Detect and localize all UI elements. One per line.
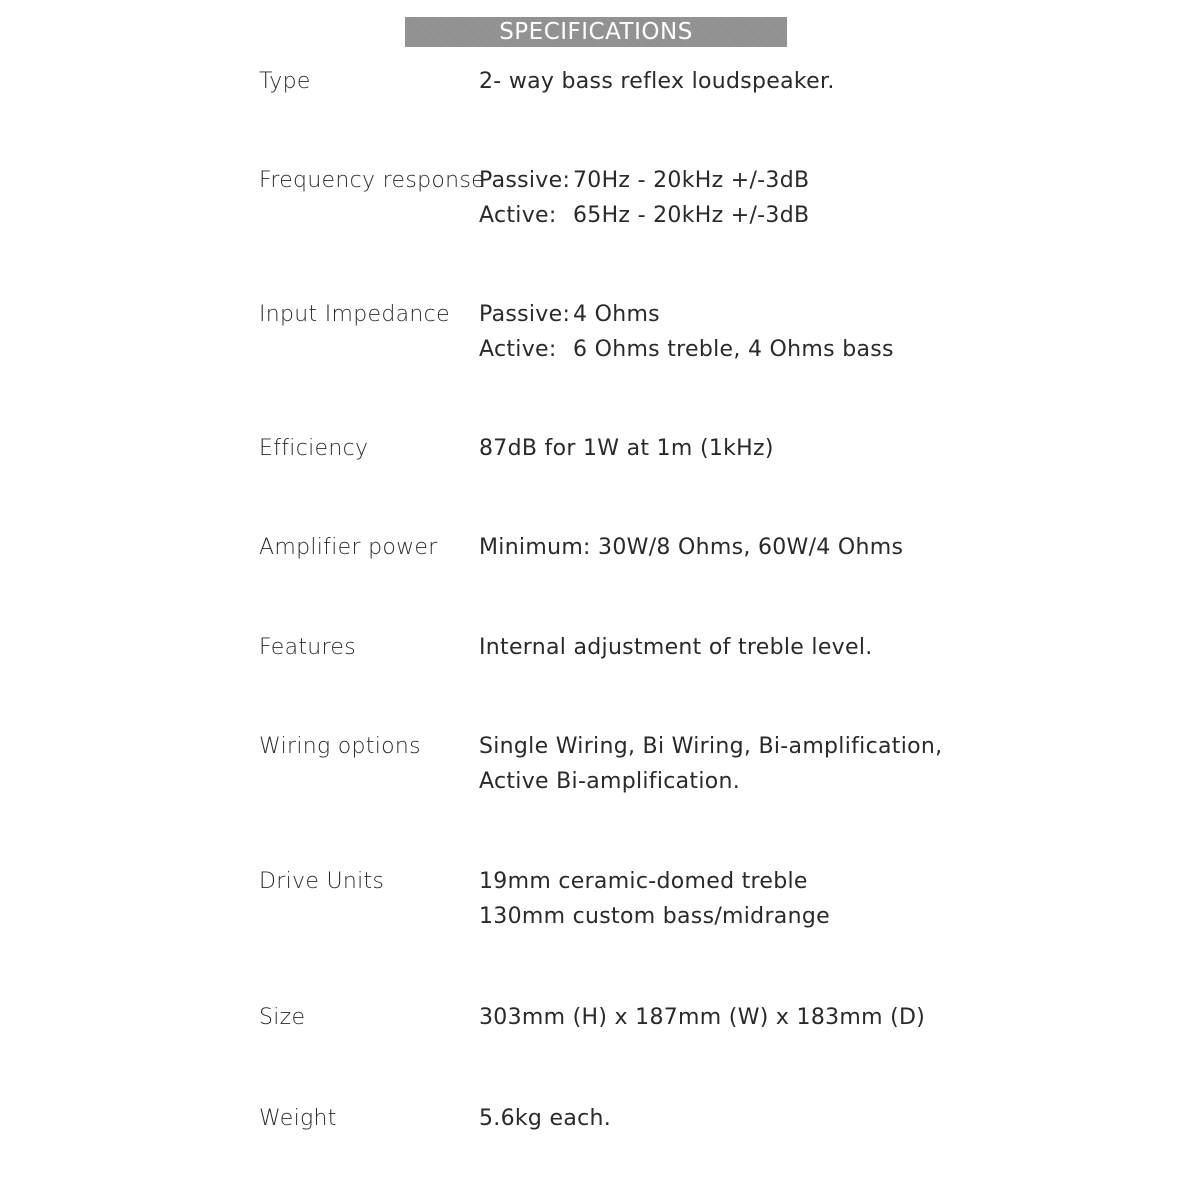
spec-label-amplifier: Amplifier power	[259, 535, 438, 560]
spec-value-amplifier: Minimum: 30W/8 Ohms, 60W/4 Ohms	[479, 535, 904, 560]
spec-label-type: Type	[259, 69, 311, 94]
frequency-active-value: 65Hz - 20kHz +/-3dB	[573, 203, 810, 228]
impedance-passive-value: 4 Ohms	[573, 302, 660, 327]
impedance-passive-line	[479, 297, 894, 332]
spec-value-type: 2- way bass reflex loudspeaker.	[479, 69, 835, 94]
wiring-line-2: Active Bi-amplification.	[479, 769, 741, 794]
spec-label-impedance: Input Impedance	[259, 302, 450, 327]
impedance-active-label: Active:	[479, 337, 557, 362]
frequency-passive-line	[479, 163, 809, 198]
spec-value-weight: 5.6kg each.	[479, 1106, 612, 1131]
impedance-active-value: 6 Ohms treble, 4 Ohms bass	[573, 337, 894, 362]
wiring-line-1: Single Wiring, Bi Wiring, Bi-amplification,	[479, 734, 943, 759]
impedance-active-line	[479, 332, 894, 367]
spec-value-features: Internal adjustment of treble level.	[479, 635, 873, 660]
spec-label-wiring: Wiring options	[259, 734, 421, 759]
frequency-active-label: Active:	[479, 203, 557, 228]
spec-value-size: 303mm (H) x 187mm (W) x 183mm (D)	[479, 1005, 926, 1030]
spec-value-efficiency: 87dB for 1W at 1m (1kHz)	[479, 436, 774, 461]
spec-label-efficiency: Efficiency	[259, 436, 369, 461]
spec-label-weight: Weight	[259, 1106, 337, 1131]
spec-label-features: Features	[259, 635, 356, 660]
frequency-passive-value: 70Hz - 20kHz +/-3dB	[573, 168, 810, 193]
impedance-passive-label: Passive:	[479, 302, 571, 327]
spec-value-wiring	[479, 729, 942, 799]
spec-value-drive-units	[479, 864, 830, 934]
spec-label-drive-units: Drive Units	[259, 869, 385, 894]
drive-units-line-1: 19mm ceramic-domed treble	[479, 869, 808, 894]
frequency-active-line	[479, 198, 809, 233]
page-title: SPECIFICATIONS	[499, 19, 693, 45]
header-bar	[405, 17, 787, 47]
drive-units-line-2: 130mm custom bass/midrange	[479, 904, 830, 929]
frequency-passive-label: Passive:	[479, 168, 571, 193]
spec-label-frequency: Frequency response	[259, 168, 485, 193]
spec-label-size: Size	[259, 1005, 306, 1030]
spec-value-frequency	[479, 163, 809, 233]
spec-value-impedance	[479, 297, 894, 367]
